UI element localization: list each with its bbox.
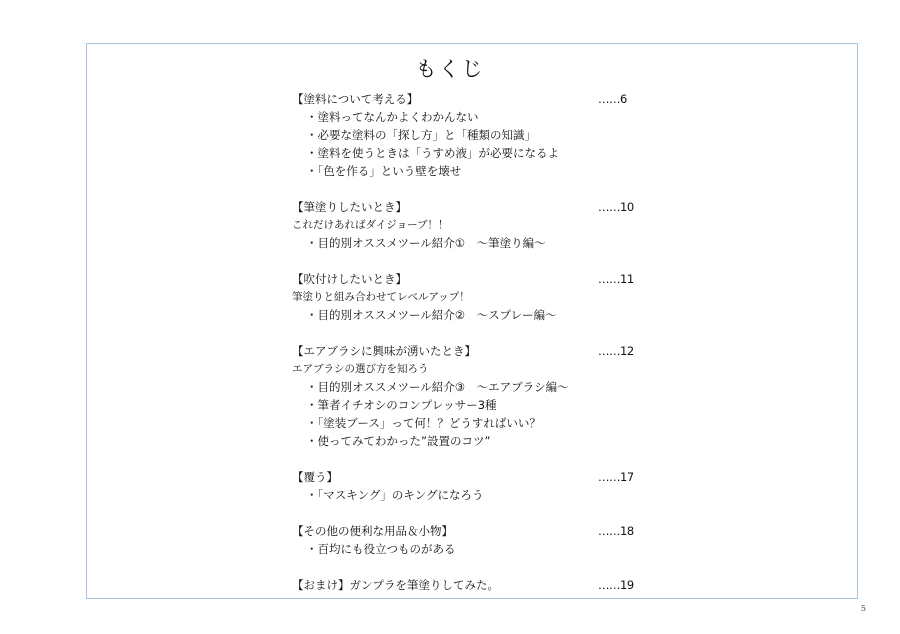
section-subheading: これだけあればダイジョーブ！！ [292,219,449,231]
toc-item[interactable]: ・百均にも役立つものがある [306,542,456,556]
toc-entry-heading[interactable] [292,90,652,108]
page-reference: ……11 [598,272,634,286]
toc-item[interactable]: ・塗料ってなんかよくわかんない [306,110,479,124]
toc-section-paint-basics [292,90,652,180]
toc-section-airbrush [292,342,652,450]
section-subheading: 筆塗りと組み合わせてレベルアップ！ [292,291,470,303]
section-heading: 【筆塗りしたいとき】 [292,200,407,214]
page-reference: ……17 [598,470,634,484]
table-of-contents [292,90,652,594]
section-heading: 【エアブラシに興味が湧いたとき】 [292,344,476,358]
toc-item[interactable]: ・「塗装ブース」って何！？どうすればいい？ [306,416,541,430]
page-number: 5 [860,604,866,613]
toc-entry-heading[interactable] [292,522,652,540]
toc-item[interactable]: ・目的別オススメツール紹介③ ～エアブラシ編～ [306,380,569,394]
toc-item[interactable]: ・筆者イチオシのコンプレッサー3種 [306,398,497,412]
page-reference: ……12 [598,344,634,358]
section-heading: 【おまけ】ガンプラを筆塗りしてみた。 [292,578,499,592]
page-reference: ……6 [598,92,627,106]
toc-section-masking [292,468,652,504]
toc-entry-heading[interactable] [292,576,652,594]
toc-entry-heading[interactable] [292,270,652,288]
toc-item[interactable]: ・使ってみてわかった”設置のコツ” [306,434,491,448]
toc-section-other-goods [292,522,652,558]
toc-item[interactable]: ・「色を作る」という壁を壊せ [306,164,462,178]
toc-item[interactable]: ・目的別オススメツール紹介① ～筆塗り編～ [306,236,546,250]
section-heading: 【塗料について考える】 [292,92,419,106]
page-reference: ……18 [598,524,634,538]
toc-section-spraying [292,270,652,324]
page-reference: ……10 [598,200,634,214]
section-heading: 【吹付けしたいとき】 [292,272,407,286]
toc-item[interactable]: ・「マスキング」のキングになろう [306,488,484,502]
toc-entry-heading[interactable] [292,342,652,360]
section-subheading: エアブラシの選び方を知ろう [292,363,429,375]
toc-entry-heading[interactable] [292,198,652,216]
section-heading: 【覆う】 [292,470,338,484]
page-reference: ……19 [598,578,634,592]
toc-entry-heading[interactable] [292,468,652,486]
toc-title: もくじ [415,57,485,81]
section-heading: 【その他の便利な用品＆小物】 [292,524,453,538]
toc-item[interactable]: ・必要な塗料の「探し方」と「種類の知識」 [306,128,536,142]
toc-section-brush-painting [292,198,652,252]
toc-item[interactable]: ・塗料を使うときは「うすめ液」が必要になるよ [306,146,559,160]
toc-section-bonus [292,576,652,594]
toc-item[interactable]: ・目的別オススメツール紹介② ～スプレー編～ [306,308,557,322]
